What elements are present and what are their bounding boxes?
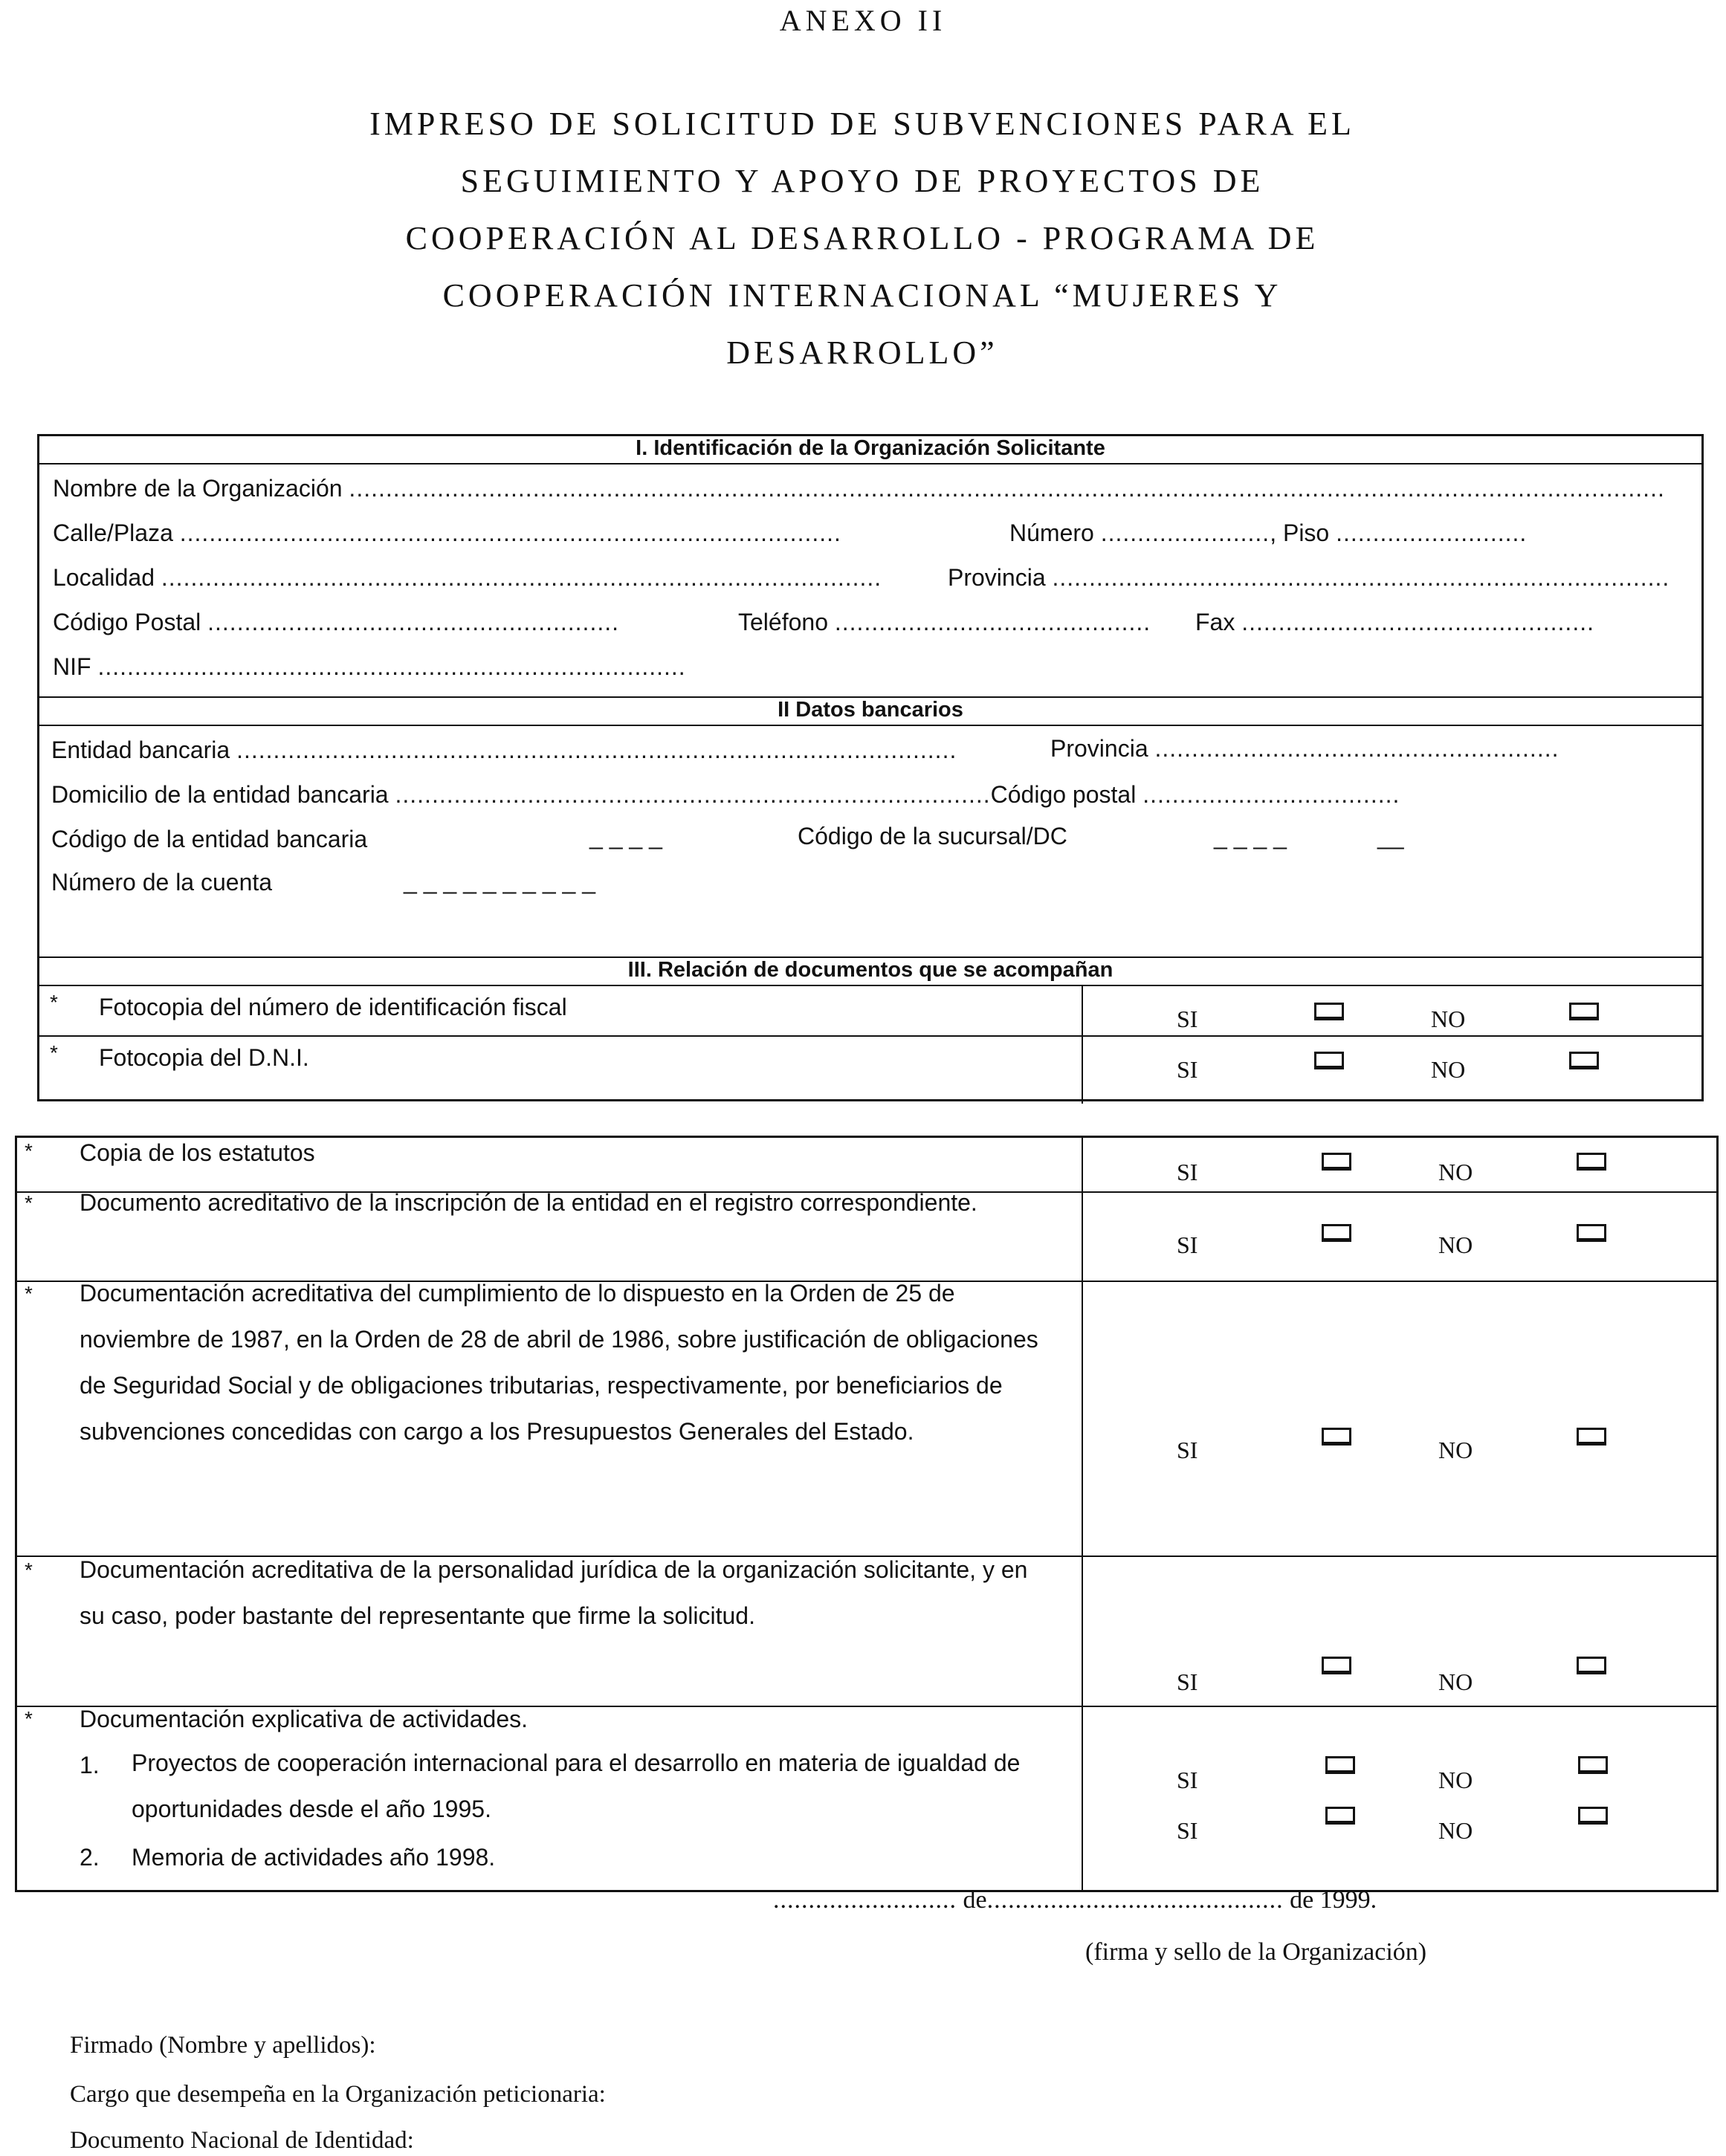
no-label: NO: [1438, 1817, 1473, 1844]
doc-estatutos-si-checkbox[interactable]: [1322, 1153, 1351, 1171]
doc-personalidad-label: Documentación acreditativa de la personalidad jurídica de la organización solicitante, y en su caso, poder bastante del representante que firme la solicitud.: [80, 1556, 1028, 1629]
doc-inscripcion-label: Documento acreditativo de la inscripción de la entidad en el registro correspondiente.: [80, 1189, 977, 1216]
date-de-label: de: [963, 1886, 987, 1914]
dni-label: Documento Nacional de Identidad:: [70, 2127, 414, 2154]
numero-cuenta-label: Número de la cuenta: [51, 869, 273, 896]
no-label: NO: [1438, 1437, 1473, 1463]
divider: [39, 463, 1701, 464]
section1-heading: I. Identificación de la Organización Solicitante: [636, 436, 1105, 460]
item1-no-checkbox[interactable]: [1578, 1756, 1608, 1774]
date-month-dots: ..........................................: [986, 1886, 1284, 1914]
doc-seguridad-label: Documentación acreditativa del cumplimiento de lo dispuesto en la Orden de 25 de noviembre de 1987, en la Orden de 28 de abril de 1986, sobre justificación de obligaciones de Seguridad Social y de obligaciones tributarias, respectivamente, por beneficiarios de subvenciones concedidas con cargo a los Presupuestos Generales del Estado.: [80, 1280, 1038, 1445]
signature-note: (firma y sello de la Organización): [1085, 1938, 1427, 1966]
nombre-field[interactable]: [53, 475, 1665, 502]
no-label: NO: [1438, 1767, 1473, 1793]
item2-label: Memoria de actividades año 1998.: [132, 1844, 496, 1871]
provincia1-label: Provincia: [948, 564, 1046, 591]
doc-nif-label: Fotocopia del número de identificación fiscal: [99, 994, 567, 1020]
si-label: SI: [1177, 1006, 1198, 1032]
nif-dots: ................................................................................: [97, 653, 686, 680]
piso-label: , Piso: [1270, 519, 1330, 546]
no-label: NO: [1438, 1159, 1473, 1185]
provincia2-field[interactable]: [1050, 735, 1559, 763]
column-divider: [1082, 985, 1083, 1104]
divider: [39, 725, 1701, 726]
cp2-dots: ...................................: [1142, 781, 1400, 808]
nif-label: NIF: [53, 653, 91, 680]
doc-seguridad-no-checkbox[interactable]: [1577, 1428, 1606, 1446]
title-line-5: DESARROLLO”: [726, 334, 998, 371]
form-title: [104, 95, 1620, 381]
item1-label: Proyectos de cooperación internacional para el desarrollo en materia de igualdad de oportunidades desde el año 1995.: [132, 1749, 1021, 1822]
cp2-label: Código postal: [990, 781, 1137, 808]
cp-label: Código Postal: [53, 609, 201, 635]
si-label: SI: [1177, 1437, 1198, 1463]
numero-field[interactable]: [1009, 519, 1527, 547]
doc-dni-label: Fotocopia del D.N.I.: [99, 1044, 309, 1071]
doc-star: *: [25, 1558, 33, 1582]
firmado-label: Firmado (Nombre y apellidos):: [70, 2032, 376, 2059]
domicilio-field[interactable]: [51, 781, 1400, 809]
nif-field[interactable]: [53, 653, 686, 681]
doc-inscripcion-si-checkbox[interactable]: [1322, 1224, 1351, 1242]
lower-form-box: [15, 1136, 1719, 1892]
doc-personalidad-si-checkbox[interactable]: [1322, 1657, 1351, 1674]
dc-blank[interactable]: __: [1377, 823, 1404, 849]
calle-field[interactable]: [53, 519, 841, 547]
no-label: NO: [1431, 1006, 1466, 1032]
no-label: NO: [1438, 1668, 1473, 1695]
nombre-label: Nombre de la Organización: [53, 475, 343, 502]
calle-dots: ..........................................................................................: [179, 519, 841, 546]
si-label: SI: [1177, 1056, 1198, 1083]
item2-no-checkbox[interactable]: [1578, 1807, 1608, 1825]
si-label: SI: [1177, 1767, 1198, 1793]
doc-personalidad-no-checkbox[interactable]: [1577, 1657, 1606, 1674]
doc-inscripcion-no-checkbox[interactable]: [1577, 1224, 1606, 1242]
doc-dni-no-checkbox[interactable]: [1569, 1052, 1599, 1069]
date-year-label: de 1999.: [1290, 1886, 1377, 1914]
doc-dni-si-checkbox[interactable]: [1314, 1052, 1344, 1069]
section3-heading: III. Relación de documentos que se acompañan: [627, 958, 1114, 982]
cp-field[interactable]: [53, 609, 619, 636]
item1-si-checkbox[interactable]: [1325, 1756, 1355, 1774]
codigo-sucursal-label: Código de la sucursal/DC: [798, 823, 1067, 849]
si-label: SI: [1177, 1668, 1198, 1695]
calle-label: Calle/Plaza: [53, 519, 173, 546]
domicilio-dots: .................................................................................: [395, 781, 991, 808]
upper-form-box: [37, 434, 1704, 1101]
date-line[interactable]: [773, 1886, 1377, 1914]
divider: [39, 1035, 1701, 1037]
provincia1-field[interactable]: [948, 564, 1670, 592]
entidad-dots: ..................................................................................................: [236, 737, 957, 763]
entidad-field[interactable]: [51, 737, 957, 764]
localidad-field[interactable]: [53, 564, 882, 592]
item2-number: 2.: [80, 1844, 100, 1871]
doc-star: *: [50, 1041, 58, 1064]
date-day-dots: ..........................: [773, 1886, 957, 1914]
fax-field[interactable]: [1195, 609, 1594, 636]
column-divider: [1082, 1138, 1083, 1890]
title-line-2: SEGUIMIENTO Y APOYO DE PROYECTOS DE: [460, 163, 1264, 199]
doc-estatutos-no-checkbox[interactable]: [1577, 1153, 1606, 1171]
piso-dots: ..........................: [1336, 519, 1528, 546]
nombre-dots: ...................................................................................................................................................................................: [349, 475, 1665, 502]
telefono-field[interactable]: [738, 609, 1151, 636]
localidad-label: Localidad: [53, 564, 155, 591]
cp-dots: ........................................................: [207, 609, 619, 635]
telefono-dots: ...........................................: [834, 609, 1151, 635]
si-label: SI: [1177, 1231, 1198, 1258]
doc-star: *: [25, 1707, 33, 1730]
no-label: NO: [1431, 1056, 1466, 1083]
codigo-sucursal-blanks[interactable]: _ _ _ _: [1214, 823, 1287, 849]
fax-dots: ................................................: [1241, 609, 1594, 635]
domicilio-label: Domicilio de la entidad bancaria: [51, 781, 389, 808]
doc-star: *: [50, 991, 58, 1014]
section2-heading: II Datos bancarios: [778, 698, 963, 722]
title-line-3: COOPERACIÓN AL DESARROLLO - PROGRAMA DE: [405, 220, 1319, 256]
fax-label: Fax: [1195, 609, 1235, 635]
divider: [39, 985, 1701, 986]
doc-star: *: [25, 1139, 33, 1162]
item2-si-checkbox[interactable]: [1325, 1807, 1355, 1825]
title-line-4: COOPERACIÓN INTERNACIONAL “MUJERES Y: [442, 277, 1282, 314]
numero-dots: .......................: [1100, 519, 1270, 546]
codigo-entidad-label: Código de la entidad bancaria: [51, 826, 368, 852]
si-label: SI: [1177, 1159, 1198, 1185]
item1-number: 1.: [80, 1752, 100, 1778]
codigo-entidad-blanks[interactable]: _ _ _ _: [589, 823, 662, 849]
doc-actividades-label: Documentación explicativa de actividades.: [80, 1706, 528, 1732]
provincia2-dots: .......................................................: [1154, 735, 1559, 762]
doc-nif-si-checkbox[interactable]: [1314, 1003, 1344, 1020]
doc-estatutos-label: Copia de los estatutos: [80, 1139, 315, 1166]
provincia2-label: Provincia: [1050, 735, 1148, 762]
localidad-dots: ..................................................................................................: [161, 564, 882, 591]
doc-seguridad-si-checkbox[interactable]: [1322, 1428, 1351, 1446]
provincia1-dots: ....................................................................................: [1052, 564, 1670, 591]
doc-nif-no-checkbox[interactable]: [1569, 1003, 1599, 1020]
doc-star: *: [25, 1191, 33, 1214]
title-line-1: IMPRESO DE SOLICITUD DE SUBVENCIONES PARA EL: [369, 106, 1355, 142]
telefono-label: Teléfono: [738, 609, 828, 635]
annex-label: ANEXO II: [779, 4, 947, 37]
codigo-entidad-field[interactable]: [51, 826, 367, 853]
doc-star: *: [25, 1282, 33, 1305]
si-label: SI: [1177, 1817, 1198, 1844]
no-label: NO: [1438, 1231, 1473, 1258]
numero-label: Número: [1009, 519, 1094, 546]
cargo-label: Cargo que desempeña en la Organización peticionaria:: [70, 2081, 606, 2108]
entidad-label: Entidad bancaria: [51, 737, 230, 763]
numero-cuenta-blanks[interactable]: _ _ _ _ _ _ _ _ _ _: [404, 867, 595, 894]
